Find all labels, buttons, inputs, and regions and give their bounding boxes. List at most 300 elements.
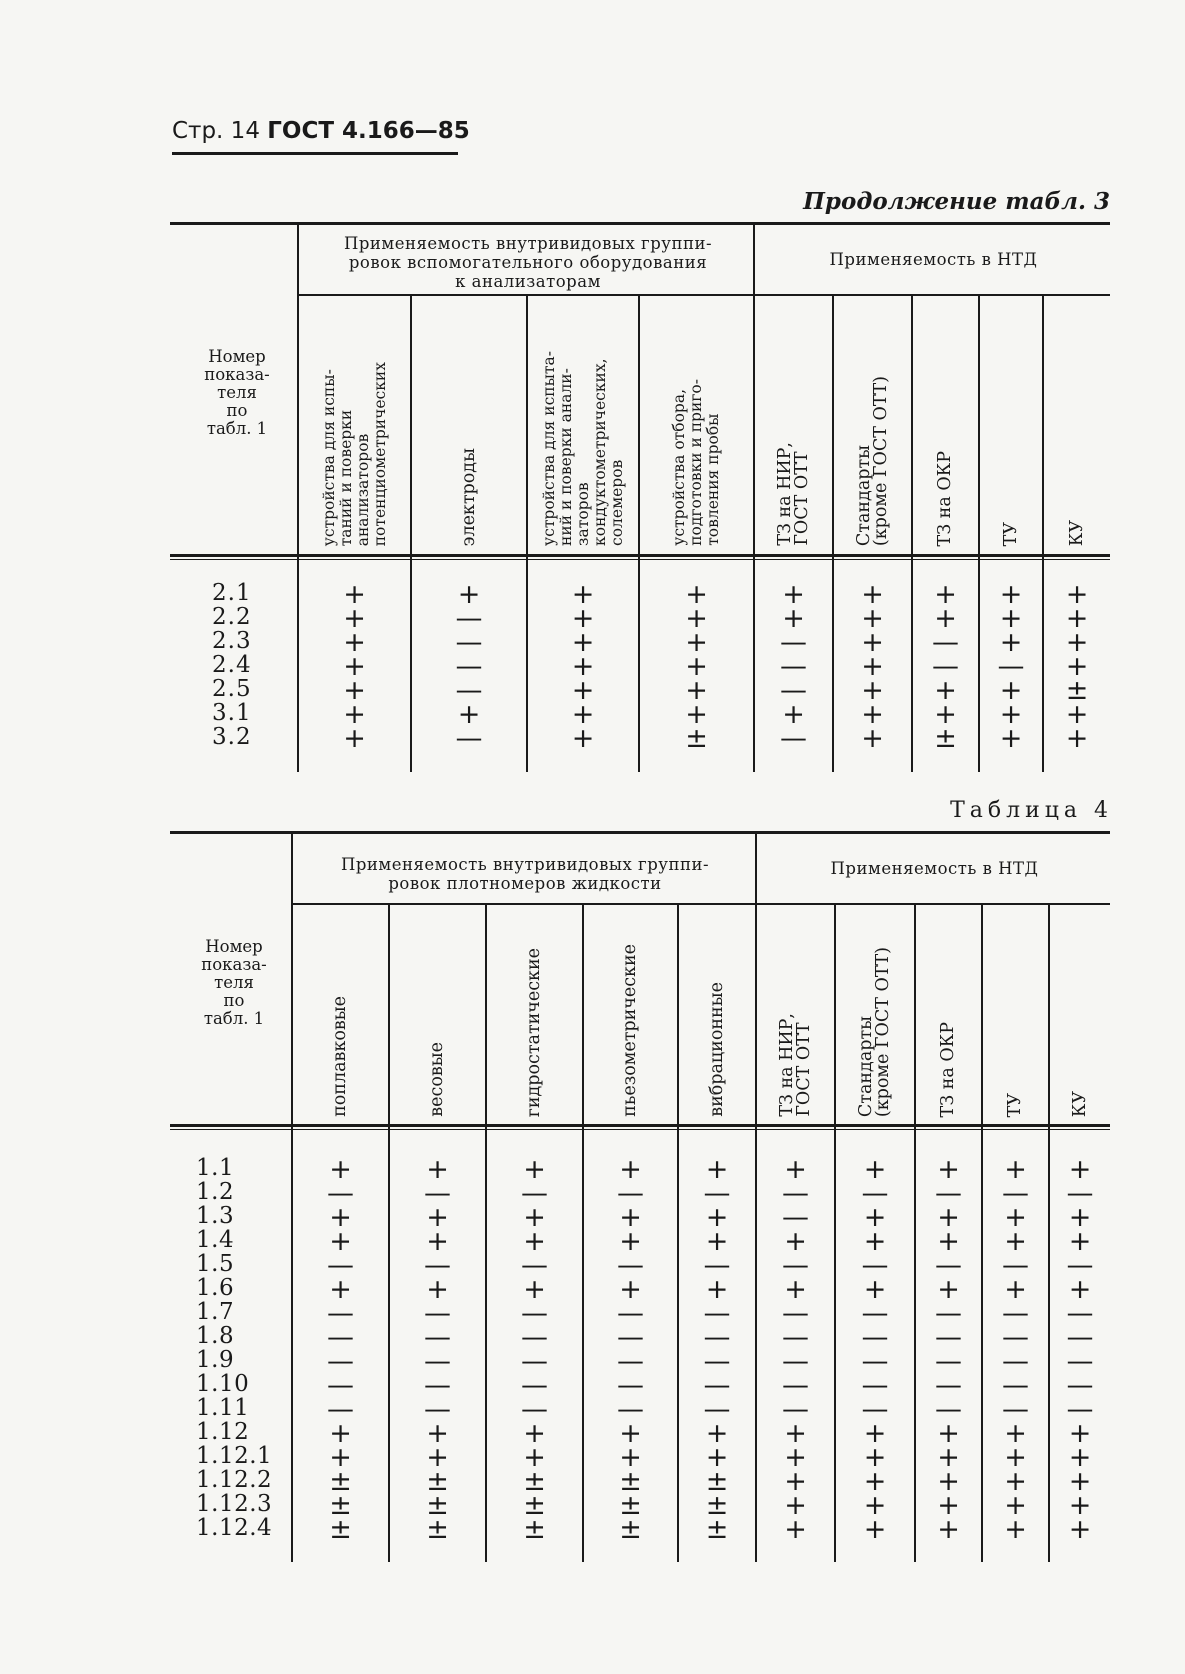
page-number: Стр. 14	[172, 118, 260, 144]
table4-group-rule	[293, 903, 1110, 905]
mark: —	[780, 675, 807, 706]
mark: ±	[619, 1490, 642, 1521]
mark: +	[685, 627, 708, 658]
row-label: 1.7	[196, 1299, 235, 1325]
mark: +	[1004, 1442, 1027, 1473]
mark: +	[685, 699, 708, 730]
table3-col-marks	[299, 579, 410, 754]
mark: —	[1066, 1298, 1094, 1329]
mark: —	[1066, 1250, 1094, 1281]
mark: —	[935, 1370, 962, 1401]
mark: +	[1065, 651, 1089, 682]
mark: +	[937, 1154, 960, 1185]
mark: ±	[705, 1466, 729, 1497]
table4-col-header: КУ	[1069, 1090, 1090, 1117]
mark: ±	[426, 1490, 449, 1521]
mark: +	[999, 723, 1023, 754]
table3-col-header: устройства для испы- таний и поверки анализаторов потенциометрических	[319, 361, 389, 546]
mark: +	[523, 1154, 546, 1185]
mark: +	[426, 1274, 449, 1305]
mark: +	[934, 699, 957, 730]
mark: —	[703, 1370, 731, 1401]
row-label: 1.9	[196, 1347, 235, 1373]
mark: —	[1002, 1322, 1029, 1353]
table3-col-marks	[1044, 579, 1110, 754]
mark: —	[521, 1322, 548, 1353]
mark: +	[784, 1490, 807, 1521]
mark: ±	[329, 1490, 352, 1521]
mark: —	[455, 723, 483, 754]
mark: +	[861, 603, 884, 634]
mark: +	[571, 723, 595, 754]
mark: +	[571, 603, 595, 634]
mark: +	[999, 579, 1023, 610]
mark: +	[457, 699, 481, 730]
mark: +	[426, 1202, 449, 1233]
table3-col-header: устройства для испыта- ний и поверки анали- заторов кондуктометрических, солемеров	[539, 351, 626, 546]
row-label: 1.5	[196, 1251, 235, 1277]
mark: +	[523, 1226, 546, 1257]
mark: —	[703, 1394, 731, 1425]
table3-col-marks	[412, 579, 526, 754]
mark: +	[685, 579, 708, 610]
mark: +	[999, 675, 1023, 706]
mark: +	[1068, 1418, 1092, 1449]
mark: +	[934, 603, 957, 634]
row-label: 1.12.1	[196, 1443, 273, 1469]
table3-col-header: ТЗ на ОКР	[935, 450, 955, 546]
mark: +	[343, 651, 366, 682]
page-header	[172, 118, 470, 144]
table3-top-rule	[170, 222, 1110, 225]
mark: +	[782, 579, 805, 610]
mark: +	[1004, 1514, 1027, 1545]
mark: +	[1004, 1274, 1027, 1305]
mark: +	[861, 723, 884, 754]
mark: +	[329, 1442, 352, 1473]
table4-col-marks	[293, 1154, 388, 1545]
mark: —	[782, 1394, 809, 1425]
table4-col-header: ТУ	[1005, 1092, 1025, 1117]
table4-col-marks	[836, 1154, 914, 1545]
table4-col-marks	[1050, 1154, 1110, 1545]
mark: —	[327, 1298, 354, 1329]
row-label: 2.3	[212, 628, 252, 654]
mark: —	[521, 1298, 548, 1329]
mark: +	[705, 1442, 729, 1473]
mark: +	[705, 1274, 729, 1305]
mark: ±	[426, 1514, 449, 1545]
mark: —	[1002, 1298, 1029, 1329]
mark: +	[329, 1202, 352, 1233]
mark: +	[343, 579, 366, 610]
row-label: 1.12.3	[196, 1491, 273, 1517]
mark: +	[999, 603, 1023, 634]
mark: +	[861, 579, 884, 610]
mark: —	[1066, 1370, 1094, 1401]
table3-group-rule	[299, 294, 1110, 296]
mark: +	[784, 1442, 807, 1473]
row-label: 1.11	[196, 1395, 250, 1421]
mark: —	[861, 1370, 889, 1401]
table4-col-marks	[487, 1154, 582, 1545]
mark: —	[782, 1178, 809, 1209]
mark: —	[424, 1322, 451, 1353]
mark: +	[1068, 1274, 1092, 1305]
mark: —	[861, 1250, 889, 1281]
mark: —	[617, 1250, 644, 1281]
mark: +	[861, 651, 884, 682]
mark: —	[617, 1346, 644, 1377]
mark: +	[571, 699, 595, 730]
mark: —	[455, 651, 483, 682]
mark: +	[1065, 579, 1089, 610]
table4-col-header: ТЗ на ОКР	[938, 1021, 958, 1117]
mark: +	[934, 675, 957, 706]
mark: —	[1066, 1346, 1094, 1377]
mark: +	[685, 651, 708, 682]
table3-group2-title: Применяемость в НТД	[829, 250, 1038, 269]
mark: —	[782, 1322, 809, 1353]
mark: +	[426, 1154, 449, 1185]
table4-col-marks	[584, 1154, 677, 1545]
table4-col-header: пьезометрические	[620, 944, 640, 1117]
mark: —	[1002, 1178, 1029, 1209]
mark: +	[457, 579, 481, 610]
mark: +	[426, 1418, 449, 1449]
table3-col-marks	[913, 579, 978, 754]
row-label: 2.5	[212, 676, 252, 702]
mark: +	[937, 1442, 960, 1473]
table4-col-header: поплавковые	[330, 996, 350, 1117]
mark: —	[861, 1394, 889, 1425]
mark: ±	[329, 1466, 352, 1497]
mark: +	[784, 1274, 807, 1305]
mark: +	[705, 1202, 729, 1233]
mark: +	[1004, 1490, 1027, 1521]
mark: —	[455, 675, 483, 706]
mark: ±	[1065, 675, 1089, 706]
mark: +	[1004, 1418, 1027, 1449]
row-label: 1.2	[196, 1179, 235, 1205]
mark: —	[935, 1178, 962, 1209]
table4-col-marks	[679, 1154, 755, 1545]
mark: ±	[523, 1490, 546, 1521]
mark: +	[523, 1202, 546, 1233]
mark: +	[863, 1466, 887, 1497]
mark: +	[937, 1226, 960, 1257]
table3-col-marks	[834, 579, 911, 754]
mark: —	[703, 1346, 731, 1377]
row-label: 1.6	[196, 1275, 235, 1301]
mark: —	[703, 1178, 731, 1209]
mark: +	[784, 1466, 807, 1497]
mark: +	[937, 1514, 960, 1545]
mark: ±	[329, 1514, 352, 1545]
mark: —	[782, 1250, 809, 1281]
mark: +	[784, 1154, 807, 1185]
standard-designation: ГОСТ 4.166—85	[267, 118, 470, 144]
mark: +	[619, 1202, 642, 1233]
mark: ±	[523, 1514, 546, 1545]
mark: +	[343, 603, 366, 634]
mark: —	[861, 1178, 889, 1209]
mark: —	[617, 1370, 644, 1401]
table3-col-header: Стандарты (кроме ГОСТ ОТТ)	[853, 375, 891, 546]
mark: +	[1068, 1466, 1092, 1497]
table3-col-marks	[755, 579, 832, 754]
mark: —	[997, 651, 1025, 682]
mark: +	[705, 1154, 729, 1185]
mark: +	[1004, 1466, 1027, 1497]
table3-header-rule-2	[170, 559, 1110, 560]
row-label: 1.10	[196, 1371, 250, 1397]
mark: ±	[426, 1466, 449, 1497]
mark: —	[1002, 1394, 1029, 1425]
mark: +	[937, 1274, 960, 1305]
mark: +	[863, 1226, 887, 1257]
table4-caption: Таблица 4	[950, 798, 1113, 823]
mark: —	[1066, 1178, 1094, 1209]
mark: —	[424, 1370, 451, 1401]
row-label: 1.12.2	[196, 1467, 273, 1493]
row-label: 1.4	[196, 1227, 235, 1253]
table4-header-rule	[170, 1124, 1110, 1127]
mark: ±	[685, 723, 708, 754]
mark: +	[685, 675, 708, 706]
mark: +	[1065, 603, 1089, 634]
mark: +	[937, 1202, 960, 1233]
mark: +	[861, 627, 884, 658]
table3-caption: Продолжение табл. 3	[803, 188, 1110, 215]
row-label: 2.1	[212, 580, 252, 606]
mark: ±	[619, 1514, 642, 1545]
mark: +	[523, 1442, 546, 1473]
mark: +	[426, 1226, 449, 1257]
mark: —	[327, 1322, 354, 1353]
row-label: 3.2	[212, 724, 252, 750]
mark: +	[782, 699, 805, 730]
mark: +	[1004, 1226, 1027, 1257]
table4-top-rule	[170, 831, 1110, 834]
mark: —	[424, 1346, 451, 1377]
table3-row-labels	[212, 581, 252, 749]
mark: —	[455, 603, 483, 634]
mark: +	[1065, 723, 1089, 754]
table3-col-marks	[528, 579, 638, 754]
mark: —	[327, 1178, 354, 1209]
mark: —	[861, 1322, 889, 1353]
mark: —	[617, 1298, 644, 1329]
mark: +	[343, 699, 366, 730]
row-label: 3.1	[212, 700, 252, 726]
mark: +	[1068, 1442, 1092, 1473]
mark: ±	[705, 1514, 729, 1545]
table3-col-marks	[640, 579, 753, 754]
mark: +	[329, 1154, 352, 1185]
mark: +	[861, 699, 884, 730]
table4-col-header: весовые	[427, 1042, 447, 1117]
table3-col-header: ТУ	[1000, 521, 1021, 546]
mark: +	[619, 1226, 642, 1257]
mark: —	[424, 1298, 451, 1329]
mark: —	[617, 1178, 644, 1209]
mark: —	[1002, 1370, 1029, 1401]
mark: —	[780, 723, 807, 754]
table4-group2-title: Применяемость в НТД	[830, 859, 1039, 878]
mark: +	[343, 675, 366, 706]
table3-col-header: электроды	[458, 447, 479, 546]
mark: —	[617, 1394, 644, 1425]
mark: +	[705, 1226, 729, 1257]
mark: —	[327, 1250, 354, 1281]
mark: ±	[934, 723, 957, 754]
mark: +	[863, 1514, 887, 1545]
mark: —	[521, 1394, 548, 1425]
mark: —	[424, 1394, 451, 1425]
mark: +	[1068, 1154, 1092, 1185]
mark: +	[863, 1490, 887, 1521]
mark: +	[571, 651, 595, 682]
row-label: 1.8	[196, 1323, 235, 1349]
mark: +	[1068, 1490, 1092, 1521]
mark: —	[521, 1370, 548, 1401]
mark: ±	[523, 1466, 546, 1497]
mark: +	[1065, 699, 1089, 730]
mark: —	[935, 1394, 962, 1425]
mark: —	[1002, 1346, 1029, 1377]
table4-col-header: Стандарты (кроме ГОСТ ОТТ)	[856, 946, 893, 1117]
mark: +	[863, 1274, 887, 1305]
row-label: 2.2	[212, 604, 252, 630]
mark: —	[782, 1202, 809, 1233]
mark: +	[861, 675, 884, 706]
mark: +	[571, 579, 595, 610]
table4-col-header: вибрационные	[706, 982, 727, 1117]
row-label: 1.1	[196, 1155, 235, 1181]
mark: +	[619, 1274, 642, 1305]
mark: +	[343, 723, 366, 754]
mark: —	[935, 1250, 962, 1281]
table3-col-header: КУ	[1066, 519, 1087, 546]
table4-header-rule-2	[170, 1129, 1110, 1130]
table4-col-header: ТЗ на НИР, ГОСТ ОТТ	[776, 1013, 814, 1117]
mark: +	[523, 1274, 546, 1305]
header-rule	[172, 152, 458, 155]
table3-index-header: Номер показа- теля по табл. 1	[204, 347, 270, 438]
mark: —	[1066, 1394, 1094, 1425]
mark: +	[343, 627, 366, 658]
mark: +	[571, 675, 595, 706]
mark: +	[1004, 1154, 1027, 1185]
mark: +	[784, 1418, 807, 1449]
mark: +	[999, 627, 1023, 658]
table3-group1-title: Применяемость внутривидовых группи- ровок вспомогательного оборудования к анализаторам	[343, 234, 713, 291]
mark: +	[999, 699, 1023, 730]
mark: —	[782, 1346, 809, 1377]
mark: +	[619, 1154, 642, 1185]
mark: —	[935, 1346, 962, 1377]
mark: +	[863, 1418, 887, 1449]
mark: ±	[619, 1466, 642, 1497]
mark: —	[424, 1250, 451, 1281]
mark: +	[619, 1442, 642, 1473]
row-label: 1.12	[196, 1419, 250, 1445]
table4-index-header: Номер показа- теля по табл. 1	[201, 937, 267, 1028]
mark: +	[934, 579, 957, 610]
mark: +	[329, 1418, 352, 1449]
mark: +	[705, 1418, 729, 1449]
row-label: 2.4	[212, 652, 252, 678]
mark: +	[937, 1466, 960, 1497]
mark: —	[327, 1394, 354, 1425]
mark: +	[329, 1226, 352, 1257]
mark: —	[327, 1346, 354, 1377]
mark: —	[782, 1370, 809, 1401]
table4-col-marks	[390, 1154, 485, 1545]
table4-row-labels	[196, 1156, 272, 1540]
mark: +	[685, 603, 708, 634]
mark: —	[521, 1250, 548, 1281]
table4-col-marks	[983, 1154, 1048, 1545]
mark: +	[782, 603, 805, 634]
mark: +	[1068, 1226, 1092, 1257]
mark: +	[426, 1442, 449, 1473]
mark: —	[780, 627, 807, 658]
mark: +	[863, 1442, 887, 1473]
mark: +	[784, 1514, 807, 1545]
table4-col-header: гидростатические	[524, 947, 544, 1117]
table4-col-marks	[916, 1154, 981, 1545]
mark: —	[932, 651, 959, 682]
mark: —	[935, 1298, 962, 1329]
table4-col-marks	[757, 1154, 834, 1545]
mark: +	[1068, 1202, 1092, 1233]
mark: +	[1068, 1514, 1092, 1545]
mark: —	[521, 1178, 548, 1209]
mark: —	[780, 651, 807, 682]
mark: —	[327, 1370, 354, 1401]
mark: —	[703, 1250, 731, 1281]
mark: —	[1066, 1322, 1094, 1353]
mark: —	[932, 627, 959, 658]
mark: +	[1004, 1202, 1027, 1233]
table3-col-header: устройства отбора, подготовки и приго- товления пробы	[670, 379, 722, 546]
mark: +	[523, 1418, 546, 1449]
mark: —	[861, 1298, 889, 1329]
mark: —	[1002, 1250, 1029, 1281]
row-label: 1.12.4	[196, 1515, 273, 1541]
mark: —	[703, 1322, 731, 1353]
mark: +	[1065, 627, 1089, 658]
mark: +	[571, 627, 595, 658]
mark: —	[935, 1322, 962, 1353]
mark: +	[784, 1226, 807, 1257]
mark: +	[619, 1418, 642, 1449]
mark: —	[861, 1346, 889, 1377]
mark: —	[617, 1322, 644, 1353]
mark: +	[937, 1418, 960, 1449]
mark: +	[863, 1154, 887, 1185]
mark: +	[863, 1202, 887, 1233]
mark: +	[329, 1274, 352, 1305]
mark: —	[782, 1298, 809, 1329]
table3-header-rule	[170, 554, 1110, 557]
mark: —	[455, 627, 483, 658]
mark: ±	[705, 1490, 729, 1521]
table3-col-header: ТЗ на НИР, ГОСТ ОТТ	[774, 442, 812, 546]
row-label: 1.3	[196, 1203, 235, 1229]
